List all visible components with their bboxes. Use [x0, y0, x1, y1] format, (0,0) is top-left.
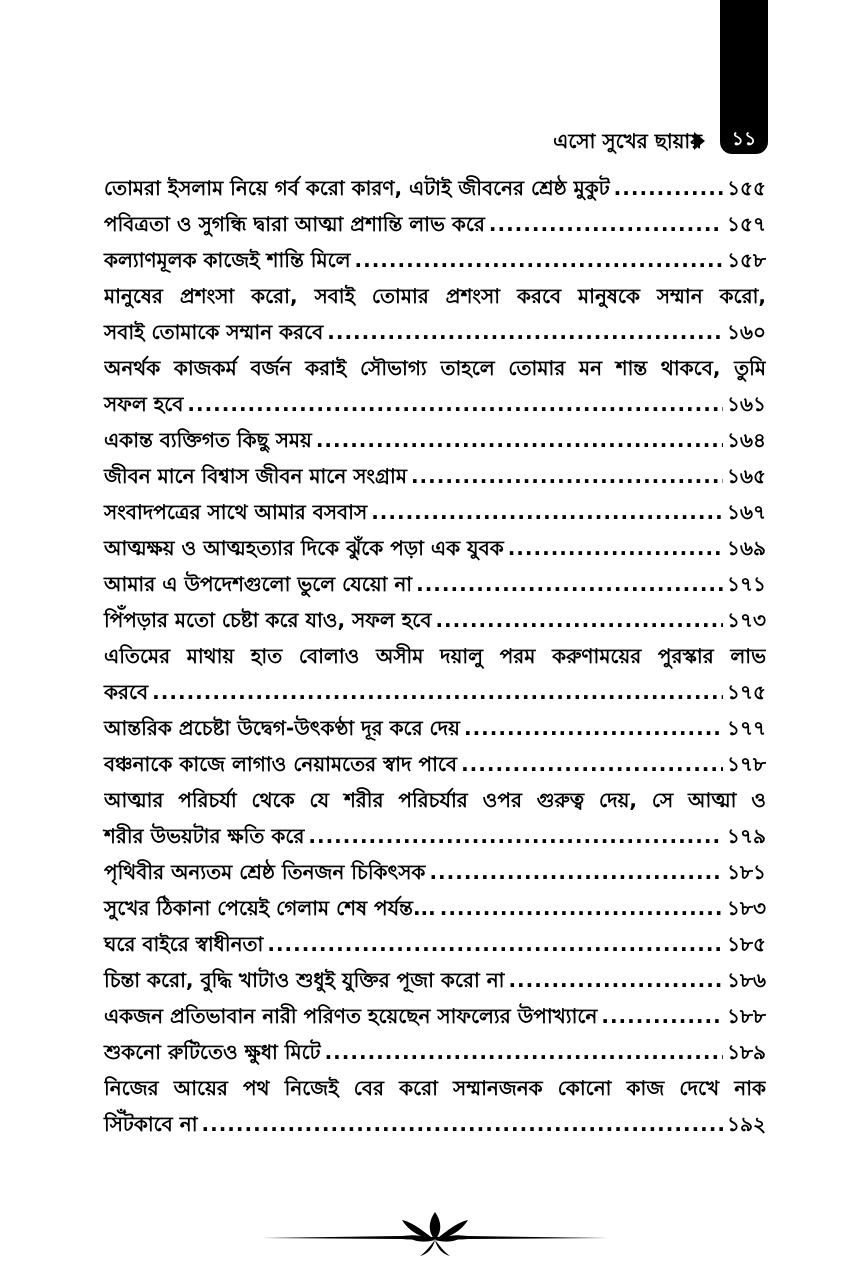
toc-entry-page: ১৬৭ — [727, 500, 766, 524]
toc-entry-title: সংবাদপত্রের সাথে আমার বসবাস — [104, 500, 368, 524]
toc-entry-title: একজন প্রতিভাবান নারী পরিণত হয়েছেন সাফল্যের উপাখ্যানে — [104, 1004, 598, 1028]
toc-entry[interactable] — [104, 926, 766, 962]
dot-leader — [187, 386, 723, 422]
dot-leader — [461, 746, 723, 782]
toc-entry-page: ১৮৫ — [727, 932, 766, 956]
dot-leader — [440, 890, 723, 926]
table-of-contents — [104, 170, 766, 1142]
toc-entry-page: ১৮৬ — [727, 968, 766, 992]
toc-entry-page: ১৬৯ — [727, 536, 766, 560]
page-number: ১১ — [731, 128, 757, 150]
dot-leader — [267, 926, 723, 962]
toc-entry[interactable] — [104, 1034, 766, 1070]
dot-leader — [435, 602, 723, 638]
toc-entry-title-line1: নিজের আয়ের পথ নিজেই বের করো সম্মানজনক কোনো কাজ দেখে নাক — [104, 1076, 766, 1100]
toc-entry-page: ১৮৮ — [727, 1004, 766, 1028]
toc-entry-title: আন্তরিক প্রচেষ্টা উদ্বেগ-উৎকণ্ঠা দূর করে দেয় — [104, 716, 460, 740]
dot-leader — [411, 458, 723, 494]
dot-leader — [464, 710, 723, 746]
dot-leader — [614, 170, 723, 206]
toc-entry[interactable] — [104, 242, 766, 278]
toc-entry-title: একান্ত ব্যক্তিগত কিছু সময় — [104, 428, 312, 452]
toc-entry-title: আমার এ উপদেশগুলো ভুলে যেয়ো না — [104, 572, 413, 596]
dot-leader — [316, 422, 723, 458]
dot-leader — [489, 206, 723, 242]
toc-entry-title-line2: সিঁটকাবে না — [104, 1112, 198, 1136]
toc-entry-title: ঘরে বাইরে স্বাধীনতা — [104, 932, 264, 956]
toc-entry-title-line2: সফল হবে — [104, 392, 184, 416]
toc-entry-title: চিন্তা করো, বুদ্ধি খাটাও শুধুই যুক্তির পূজা করো না — [104, 968, 505, 992]
toc-entry[interactable] — [104, 962, 766, 998]
lotus-flourish-icon — [262, 1210, 608, 1260]
dot-leader — [508, 962, 723, 998]
toc-entry-page: ১৬১ — [727, 392, 766, 416]
running-title: এসো সুখের ছায়ায় — [553, 129, 702, 153]
toc-entry-title-line2: সবাই তোমাকে সম্মান করবে — [104, 320, 324, 344]
dot-leader — [371, 494, 723, 530]
toc-entry-title: সুখের ঠিকানা পেয়েই গেলাম শেষ পর্যন্ত... — [104, 896, 436, 920]
toc-entry[interactable] — [104, 854, 766, 890]
toc-entry[interactable] — [104, 1070, 766, 1142]
toc-entry[interactable] — [104, 602, 766, 638]
toc-entry-title-line2: করবে — [104, 680, 149, 704]
toc-entry-title: কল্যাণমূলক কাজেই শান্তি মিলে — [104, 248, 351, 272]
toc-entry-page: ১৬৪ — [727, 428, 766, 452]
toc-entry[interactable] — [104, 458, 766, 494]
toc-entry-title: পৃথিবীর অন্যতম শ্রেষ্ঠ তিনজন চিকিৎসক — [104, 860, 426, 884]
toc-entry[interactable] — [104, 206, 766, 242]
toc-entry[interactable] — [104, 638, 766, 710]
dot-leader — [308, 818, 723, 854]
dot-leader — [152, 674, 723, 710]
dot-leader — [325, 1034, 723, 1070]
toc-entry-page: ১৫৭ — [727, 212, 766, 236]
toc-entry-title: আত্মক্ষয় ও আত্মহত্যার দিকে ঝুঁকে পড়া এক যুবক — [104, 536, 504, 560]
toc-entry-page: ১৭৮ — [727, 752, 766, 776]
toc-entry-title-line1: অনর্থক কাজকর্ম বর্জন করাই সৌভাগ্য তাহলে তোমার মন শান্ত থাকবে, তুমি — [104, 356, 766, 380]
toc-entry[interactable] — [104, 566, 766, 602]
toc-entry-title-line1: এতিমের মাথায় হাত বোলাও অসীম দয়ালু পরম করুণাময়ের পুরস্কার লাভ — [104, 644, 766, 668]
toc-entry[interactable] — [104, 710, 766, 746]
toc-entry[interactable] — [104, 494, 766, 530]
triangle-right-icon — [694, 132, 705, 150]
dot-leader — [416, 566, 723, 602]
dot-leader — [429, 854, 723, 890]
toc-entry-page: ১৮১ — [727, 860, 766, 884]
toc-entry-page: ১৭৩ — [727, 608, 766, 632]
toc-entry-page: ১৯২ — [727, 1112, 766, 1136]
toc-entry[interactable] — [104, 998, 766, 1034]
toc-entry-title-line2: শরীর উভয়টার ক্ষতি করে — [104, 824, 305, 848]
dot-leader — [355, 242, 724, 278]
toc-entry-title: তোমরা ইসলাম নিয়ে গর্ব করো কারণ, এটাই জীবনের শ্রেষ্ঠ মুকুট — [104, 176, 610, 200]
toc-entry-title: বঞ্চনাকে কাজে লাগাও নেয়ামতের স্বাদ পাবে — [104, 752, 458, 776]
toc-entry-page: ১৭৫ — [727, 680, 766, 704]
toc-entry[interactable] — [104, 782, 766, 854]
toc-entry-page: ১৬৫ — [727, 464, 766, 488]
toc-entry-title-line1: আত্মার পরিচর্যা থেকে যে শরীর পরিচর্যার ওপর গুরুত্ব দেয়, সে আত্মা ও — [104, 788, 766, 812]
dot-leader — [601, 998, 723, 1034]
toc-entry-page: ১৮৯ — [727, 1040, 766, 1064]
toc-entry-title: জীবন মানে বিশ্বাস জীবন মানে সংগ্রাম — [104, 464, 407, 488]
toc-entry-page: ১৫৫ — [727, 176, 766, 200]
toc-entry[interactable] — [104, 350, 766, 422]
toc-entry-title: শুকনো রুটিতেও ক্ষুধা মিটে — [104, 1040, 321, 1064]
toc-entry-title-line1: মানুষের প্রশংসা করো, সবাই তোমার প্রশংসা করবে মানুষকে সম্মান করো, — [104, 284, 766, 308]
toc-entry[interactable] — [104, 530, 766, 566]
toc-entry-page: ১৭৯ — [727, 824, 766, 848]
toc-entry[interactable] — [104, 422, 766, 458]
toc-entry[interactable] — [104, 746, 766, 782]
toc-entry-page: ১৭৭ — [727, 716, 766, 740]
toc-entry-title: পবিত্রতা ও সুগন্ধি দ্বারা আত্মা প্রশান্তি লাভ করে — [104, 212, 485, 236]
toc-entry-page: ১৫৮ — [727, 248, 766, 272]
toc-entry[interactable] — [104, 278, 766, 350]
dot-leader — [202, 1106, 724, 1142]
dot-leader — [508, 530, 723, 566]
dot-leader — [327, 314, 723, 350]
toc-entry[interactable] — [104, 170, 766, 206]
toc-entry-page: ১৮৩ — [727, 896, 766, 920]
toc-entry-title: পিঁপড়ার মতো চেষ্টা করে যাও, সফল হবে — [104, 608, 432, 632]
toc-entry-page: ১৬০ — [727, 320, 766, 344]
toc-entry-page: ১৭১ — [727, 572, 766, 596]
toc-entry[interactable] — [104, 890, 766, 926]
